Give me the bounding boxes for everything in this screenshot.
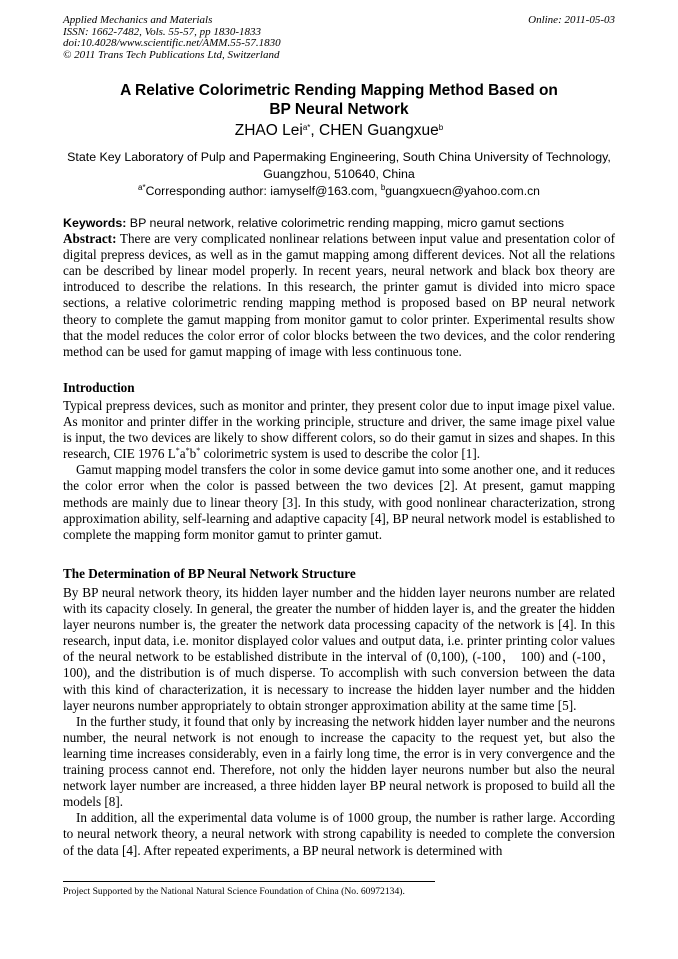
affiliation-line-2: Guangzhou, 510640, China <box>263 167 415 181</box>
introduction-heading: Introduction <box>63 380 135 395</box>
paragraph: Gamut mapping model transfers the color in some device gamut into some another one, and it reduces the color error when the color is passed between the two devices [2]. At present, gamut mapping methods are mainly due to linear theory [3]. In this study, with good nonlinear characterization, strong approximation ability, self-learning and adaptive capacity [4], BP neural network model is established to complete the mapping form monitor gamut to printer gamut. <box>63 462 615 542</box>
journal-name: Applied Mechanics and Materials <box>63 14 213 26</box>
sup: * <box>185 446 190 456</box>
title-line-2: BP Neural Network <box>269 101 409 118</box>
section-heading: The Determination of BP Neural Network Structure <box>63 566 356 581</box>
corresponding-author <box>63 184 615 199</box>
front-matter <box>63 215 615 360</box>
author-2: CHEN Guangxue <box>319 122 439 139</box>
doi: doi:10.4028/www.scientific.net/AMM.55-57.1830 <box>63 37 281 50</box>
keywords <box>63 215 615 231</box>
title-line-1: A Relative Colorimetric Rending Mapping Method Based on <box>120 82 558 99</box>
issn: ISSN: 1662-7482, Vols. 55-57, pp 1830-1833 <box>63 25 261 38</box>
abstract-label: Abstract: <box>63 231 117 247</box>
affiliation <box>60 149 618 183</box>
text: Typical prepress devices, such as monitor and printer, they present color due to input image pixel value. As monitor and printer differ in the working principle, structure and driver, the same image pixel value is input, the two devices are likely to show different colors, so do their gamut in sizes and shapes. In this research, CIE 1976 L <box>63 398 615 462</box>
corr-sup-a: a* <box>138 183 146 192</box>
affiliation-line-1: State Key Laboratory of Pulp and Papermaking Engineering, South China University of Technology, <box>67 150 611 164</box>
authors <box>63 122 615 140</box>
paragraph: By BP neural network theory, its hidden layer number and the hidden layer neurons number are related with its capacity closely. In general, the greater the number of hidden layer is, and the greater the hidden layer neurons number is, the greater the network data processing capacity of the network is [4]. In this research, input data, i.e. monitor displayed color values and output data, i.e. printer printing color values of the neural network to be established distribute in the interval of (0,100), (-100， 100) and (-100， 100), and the distribution is of much disperse. To accomplish with such conversion between the data with this kind of characterization, it is necessary to increase the hidden layer number and the hidden layer neurons number appropriately to obtain stronger approximation ability at the same time [5]. <box>63 585 615 713</box>
paper-title <box>63 81 615 119</box>
text: colorimetric system is used to describe the color [1]. <box>200 446 481 462</box>
author-sep: , <box>310 122 320 139</box>
running-header <box>63 15 615 61</box>
keywords-text: BP neural network, relative colorimetric rending mapping, micro gamut sections <box>126 216 565 230</box>
author-1-sup: a* <box>302 123 311 132</box>
sup: * <box>196 446 201 456</box>
introduction-body <box>63 398 615 543</box>
sup: * <box>175 446 180 456</box>
paragraph: In addition, all the experimental data volume is of 1000 group, the number is rather large. According to neural network theory, a neural network with strong capability is needed to complete the conversion of the data [4]. After repeated experiments, a BP neural network is determined with <box>63 810 615 858</box>
footnote-divider <box>63 881 435 882</box>
online-date: Online: 2011-05-03 <box>528 14 615 26</box>
abstract <box>63 231 615 360</box>
corr-sup-b: b <box>380 183 386 192</box>
footnote: Project Supported by the National Natural Science Foundation of China (No. 60972134). <box>63 886 405 897</box>
author-2-sup: b <box>438 123 444 132</box>
author-1: ZHAO Lei <box>234 122 303 139</box>
keywords-label: Keywords: <box>63 216 127 230</box>
corr-text-b: guangxuecn@yahoo.com.cn <box>385 184 540 198</box>
paragraph <box>63 398 615 462</box>
abstract-text: There are very complicated nonlinear relations between input value and presentation color of digital prepress devices, as well as in the gamut mapping among different devices. Not all the relations can be described by linear model properly. In recent years, neural network and black box theory are introduced to describe the relations. In this research, the printer gamut is divided into micro space sections, a relative colorimetric rending mapping method is proposed based on BP neural network theory to complete the gamut mapping from monitor gamut to color printer. Experimental results show that the model reduces the color error of color blocks between the two devices, and the color rendering method can be used for gamut mapping of image with less continuous tone. <box>63 231 615 359</box>
corr-text-a: Corresponding author: iamyself@163.com, <box>145 184 381 198</box>
paragraph: In the further study, it found that only by increasing the network hidden layer number and the neurons number, the neural network is not enough to increase the capacity to the request yet, but also the learning time increases considerably, even in a fairly long time, the error is in very convergence and the training process cannot end. Therefore, not only the hidden layer neurons number but also the neural network layer number are increased, a three hidden layer BP neural network is proposed to build all the models [8]. <box>63 713 615 810</box>
section-body <box>63 585 615 859</box>
text: a <box>179 446 186 462</box>
copyright: © 2011 Trans Tech Publications Ltd, Switzerland <box>63 48 280 61</box>
text: b <box>189 446 197 462</box>
